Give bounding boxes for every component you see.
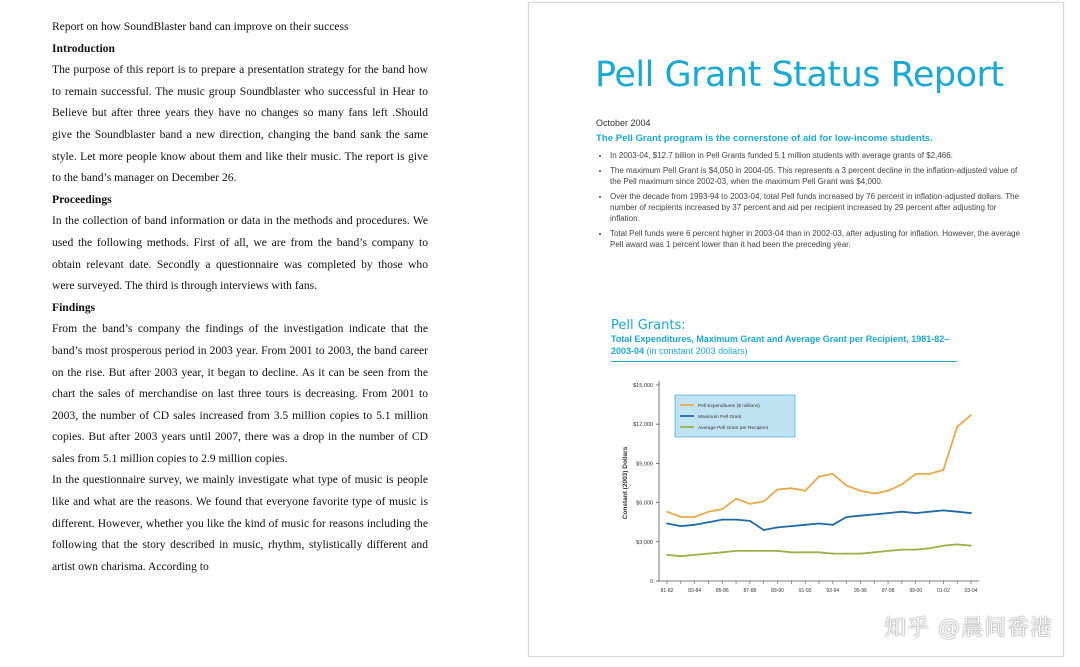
data-point — [832, 553, 834, 555]
section-introduction — [52, 38, 428, 189]
data-point — [735, 498, 737, 500]
data-point — [777, 489, 779, 491]
chart-rule — [611, 361, 957, 362]
report-date: October 2004 — [596, 118, 651, 128]
data-point — [708, 521, 710, 523]
data-point — [901, 483, 903, 485]
data-point — [763, 500, 765, 502]
data-point — [666, 511, 668, 513]
data-point — [942, 469, 944, 471]
watermark-text: 知乎 @晨间香港 — [884, 616, 1053, 641]
legend — [675, 395, 795, 437]
data-point — [804, 551, 806, 553]
data-point — [832, 524, 834, 526]
data-point — [956, 426, 958, 428]
data-point — [860, 553, 862, 555]
y-tick-label: $9,000 — [636, 461, 653, 468]
data-point — [708, 553, 710, 555]
legend-label: Average Pell Grant per Recipient — [698, 426, 769, 431]
line-chart — [611, 371, 991, 596]
data-point — [680, 525, 682, 527]
data-point — [721, 508, 723, 510]
legend-label: Pell Expenditures ($ millions) — [698, 404, 760, 409]
essay-document — [52, 16, 428, 577]
y-tick-label: $3,000 — [636, 539, 653, 546]
y-axis-label: Constant (2003) Dollars — [622, 446, 629, 520]
x-tick-label: 03-04 — [964, 588, 978, 594]
data-point — [694, 554, 696, 556]
section-heading: Proceedings — [52, 192, 112, 206]
data-point — [970, 545, 972, 547]
paragraph: The purpose of this report is to prepare a presentation strategy for the band how to remain successful. The music group Soundblaster who successful in Hear to Believe but after three years they have no changes so many fans left .Should give the Soundblaster band a new direction, changing the band sank the same style. Let more people know about them and like their music. The report is give to the band’s manager on December 26. — [52, 63, 428, 185]
data-point — [666, 523, 668, 525]
paragraph: In the collection of band information or data in the methods and procedures. We used the following methods. First of all, we are from the band’s company to obtain relevant date. Secondly a questionnaire was completed by those who were surveyed. The third is through interviews with fans. — [52, 214, 428, 293]
data-point — [763, 529, 765, 531]
data-point — [901, 549, 903, 551]
data-point — [708, 511, 710, 513]
chart-subtitle-text: Total Expenditures, Maximum Grant and Average Grant per Recipient, 1981-82–2003-04 — [611, 334, 950, 356]
report-title: Pell Grant Status Report — [595, 55, 1004, 95]
data-point — [915, 473, 917, 475]
data-point — [915, 549, 917, 551]
x-tick-label: 83-84 — [688, 588, 702, 594]
x-tick-label: 01-02 — [936, 588, 950, 594]
data-point — [860, 490, 862, 492]
y-tick-label: $12,000 — [633, 422, 653, 429]
data-point — [777, 550, 779, 552]
data-point — [956, 511, 958, 513]
data-point — [749, 550, 751, 552]
data-point — [929, 547, 931, 549]
data-point — [749, 520, 751, 522]
chart-subtitle-units: (in constant 2003 dollars) — [646, 346, 748, 356]
paragraph: In the questionnaire survey, we mainly investigate what type of music is people like and what are the reasons. We found that everyone favorite type of music is different. However, whether you like the kind of music for reasons including the following that the story described in music, rhythm, stylistically different and artist own charisma. According to — [52, 473, 428, 573]
data-point — [942, 545, 944, 547]
data-point — [915, 512, 917, 514]
chart-subtitle — [611, 333, 957, 357]
section-heading: Findings — [52, 300, 96, 314]
data-point — [763, 550, 765, 552]
data-point — [873, 493, 875, 495]
data-point — [887, 512, 889, 514]
data-point — [694, 524, 696, 526]
data-point — [680, 516, 682, 518]
bullet-item: • The maximum Pell Grant is $4,050 in 2004-05. This represents a 3 percent decline in the inflation-adjusted value of the Pell maximum since 2002-03, when the maximum Pell Grant was $4,000. — [610, 165, 1026, 187]
x-tick-label: 99-00 — [909, 588, 923, 594]
data-point — [721, 551, 723, 553]
data-point — [804, 524, 806, 526]
x-tick-label: 95-96 — [854, 588, 867, 594]
report-page — [528, 2, 1064, 657]
data-point — [846, 553, 848, 555]
data-point — [846, 516, 848, 518]
y-tick-label: $6,000 — [636, 500, 653, 507]
data-point — [929, 473, 931, 475]
data-point — [818, 476, 820, 478]
legend-label: Maximum Pell Grant — [698, 415, 742, 420]
data-point — [680, 555, 682, 557]
data-point — [887, 550, 889, 552]
data-point — [929, 511, 931, 513]
x-tick-label: 85-86 — [715, 588, 729, 594]
data-point — [818, 523, 820, 525]
data-point — [790, 487, 792, 489]
data-point — [790, 551, 792, 553]
data-point — [804, 490, 806, 492]
data-point — [818, 551, 820, 553]
bullet-item: • Over the decade from 1993-94 to 2003-04, total Pell funds increased by 76 percent in inflation-adjusted dollars. The number of recipients increased by 37 percent and aid per recipient increased by 29 percent after adjusting for inflation. — [610, 191, 1026, 224]
chart-name: Pell Grants: — [611, 318, 686, 333]
series-line — [667, 544, 971, 556]
chart-heading — [611, 318, 957, 357]
data-point — [970, 512, 972, 514]
data-point — [749, 503, 751, 505]
y-tick-label: 0 — [649, 579, 653, 585]
data-point — [777, 527, 779, 529]
bullet-item: • Total Pell funds were 6 percent higher in 2003-04 than in 2002-03, after adjusting for inflation. However, the average Pell award was 1 percent lower than it had been the preceding year. — [610, 228, 1026, 250]
x-tick-label: 89-90 — [771, 588, 784, 594]
section-heading: Introduction — [52, 41, 115, 55]
data-point — [887, 490, 889, 492]
data-point — [721, 519, 723, 521]
data-point — [970, 414, 972, 416]
data-point — [735, 550, 737, 552]
data-point — [694, 516, 696, 518]
data-point — [846, 485, 848, 487]
data-point — [901, 511, 903, 513]
x-tick-label: 81-82 — [660, 588, 674, 594]
data-point — [735, 519, 737, 521]
paragraph: From the band’s company the findings of the investigation indicate that the band’s most prosperous period in 2003 year. From 2001 to 2003, the band career on the rise. But after 2003 year, it began to decline. As it can be seen from the chart the sales of merchandise on last three tours is decreasing. From 2001 to 2003, the number of CD sales increased from 3.5 million copies to 5.1 million copies. But after 2003 years until 2007, there was a drop in the number of CD sales from 5.1 million copies to 2.9 million copies. — [52, 322, 428, 465]
x-tick-label: 97-98 — [881, 588, 895, 594]
bullet-item: • In 2003-04, $12.7 billion in Pell Grants funded 5.1 million students with average grants of $2,466. — [610, 150, 1026, 161]
x-tick-label: 93-94 — [826, 588, 840, 594]
data-point — [942, 510, 944, 512]
report-tagline: The Pell Grant program is the cornerstone of aid for low-income students. — [596, 133, 933, 144]
series-line — [667, 510, 971, 530]
essay-title: Report on how SoundBlaster band can improve on their success — [52, 20, 349, 33]
data-point — [873, 513, 875, 515]
data-point — [790, 525, 792, 527]
bullet-list — [596, 150, 1026, 254]
x-tick-label: 87-88 — [743, 588, 757, 594]
data-point — [956, 544, 958, 546]
data-point — [832, 473, 834, 475]
data-point — [860, 515, 862, 517]
section-proceedings — [52, 189, 428, 297]
section-findings — [52, 297, 428, 578]
data-point — [666, 554, 668, 556]
y-tick-label: $15,000 — [633, 383, 653, 389]
x-tick-label: 91-92 — [798, 588, 812, 594]
data-point — [873, 551, 875, 553]
